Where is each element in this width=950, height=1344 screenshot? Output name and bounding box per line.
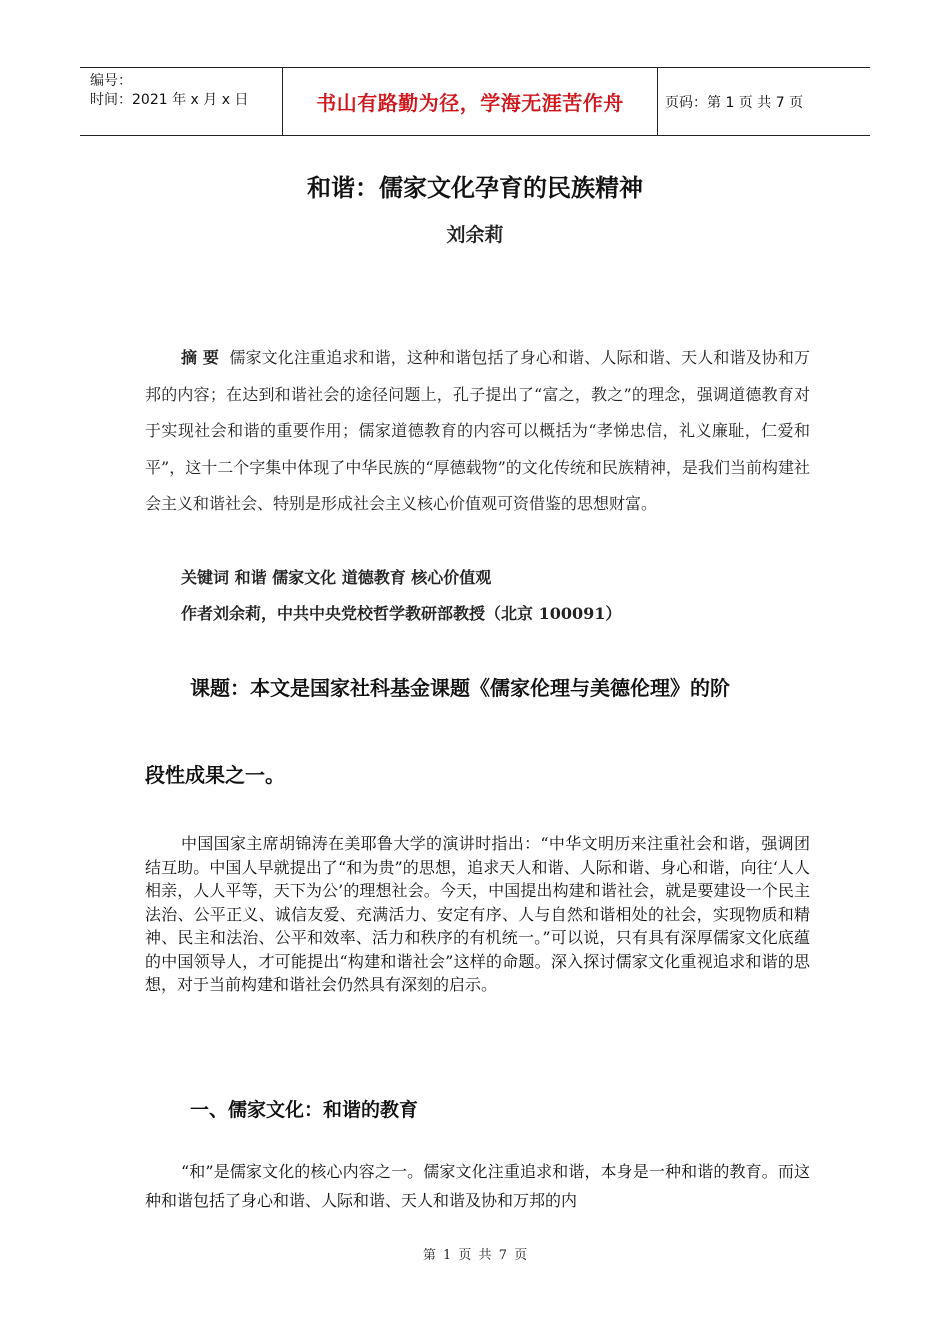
section-paragraph: “和”是儒家文化的核心内容之一。儒家文化注重追求和谐，本身是一种和谐的教育。而这种和谐包括了身心和谐、人际和谐、天人和谐及协和万邦的内 [145,1162,810,1210]
abstract-label: 摘 要 [181,348,219,367]
header-divider [657,68,658,135]
header-motto: 书山有路勤为径，学海无涯苦作舟 [316,91,624,115]
author-info-line: 作者刘余莉，中共中央党校哲学教研部教授（北京 100091） [181,604,622,623]
section-heading: 一、儒家文化：和谐的教育 [190,1099,419,1121]
header-meta [90,72,280,110]
abstract-text: 儒家文化注重追求和谐，这种和谐包括了身心和谐、人际和谐、天人和谐及协和万邦的内容；在达到和谐社会的途径问题上，孔子提出了“富之，教之”的理念，强调道德教育对于实现社会和谐的重要作用；儒家道德教育的内容可以概括为“孝悌忠信，礼义廉耻，仁爱和平”，这十二个字集中体现了中华民族的“厚德载物”的文化传统和民族精神，是我们当前构建社会主义和谐社会、特别是形成社会主义核心价值观可资借鉴的思想财富。 [145,348,810,513]
intro-paragraph: 中国国家主席胡锦涛在美耶鲁大学的演讲时指出：“中华文明历来注重社会和谐，强调团结互助。中国人早就提出了“和为贵”的思想，追求天人和谐、人际和谐、身心和谐，向往‘人人相亲，人人平等，天下为公’的理想社会。今天，中国提出构建和谐社会，就是要建设一个民主法治、公平正义、诚信友爱、充满活力、安定有序、人与自然和谐相处的社会，实现物质和精神、民主和法治、公平和效率、活力和秩序的有机统一。”可以说，只有具有深厚儒家文化底蕴的中国领导人，才可能提出“构建和谐社会”这样的命题。深入探讨儒家文化重视追求和谐的思想，对于当前构建和谐社会仍然具有深刻的启示。 [145,834,810,994]
project-line-2: 段性成果之一。 [145,763,285,787]
article-author: 刘余莉 [446,224,504,246]
header-number-label: 编号： [90,73,132,89]
project-note [145,645,810,819]
header-time-label: 时间：2021 年 x 月 x 日 [90,92,249,108]
article-title: 和谐：儒家文化孕育的民族精神 [307,174,643,202]
header-page-info: 页码：第 1 页 共 7 页 [665,94,804,111]
project-line-1: 课题：本文是国家社科基金课题《儒家伦理与美德伦理》的阶 [190,676,730,700]
keywords-line: 关键词 和谐 儒家文化 道德教育 核心价值观 [181,568,492,587]
abstract [145,340,810,523]
document-header [80,67,870,136]
page-footer: 第 1 页 共 7 页 [422,1248,528,1263]
